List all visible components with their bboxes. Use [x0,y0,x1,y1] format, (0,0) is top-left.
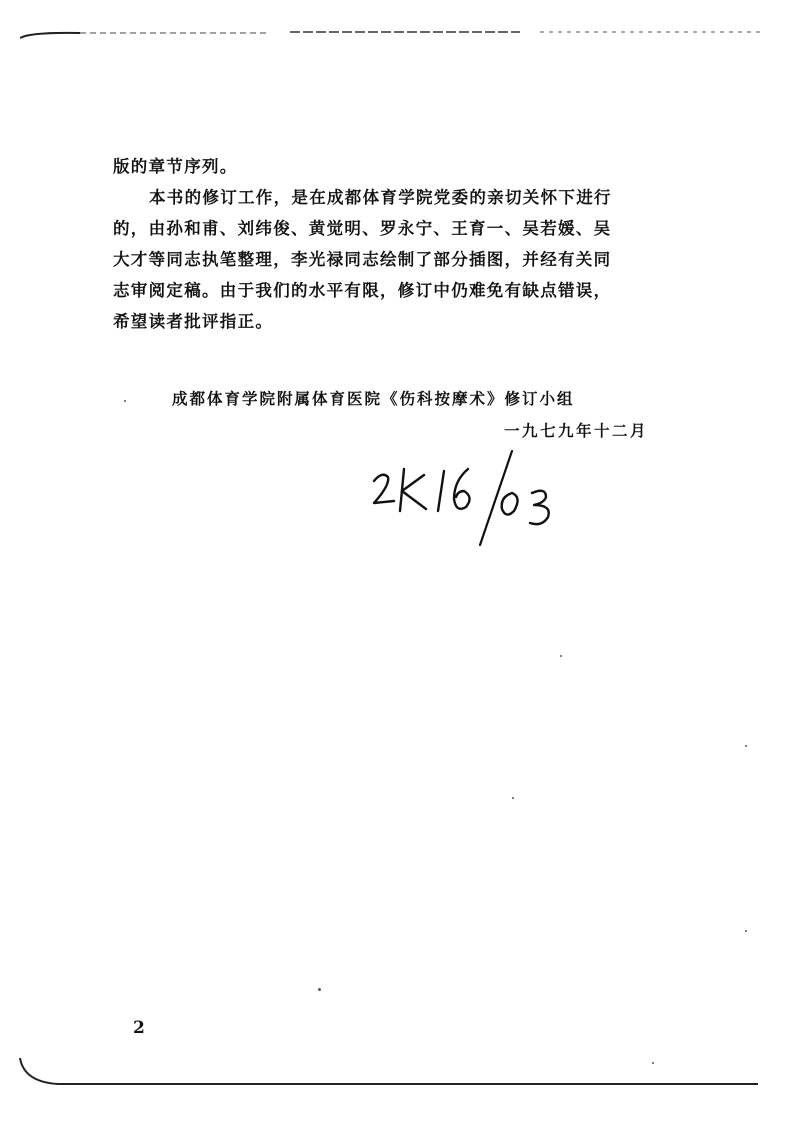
publication-date: 一九七九年十二月 [504,421,649,440]
scan-speck [745,745,747,747]
handwritten-note [362,447,582,547]
text-line: 的，由孙和甫、刘纬俊、黄觉明、罗永宁、王育一、吴若媛、吴 [113,219,612,238]
scan-speck [512,797,514,799]
text-line: 版的章节序列。 [113,157,238,176]
scan-speck [560,655,562,657]
scan-speck [318,988,321,991]
scan-bottom-edge [18,1056,758,1096]
text-line: 希望读者批评指正。 [113,312,274,331]
text-line: 大才等同志执笔整理，李光禄同志绘制了部分插图，并经有关同 [113,250,612,269]
text-line: 本书的修订工作，是在成都体育学院党委的亲切关怀下进行 [149,188,612,207]
author-signature: 成都体育学院附属体育医院《伤科按摩术》修订小组 [172,389,575,408]
text-line: 志审阅定稿。由于我们的水平有限，修订中仍难免有缺点错误， [113,281,612,300]
scan-speck [745,930,747,932]
scan-speck [124,400,126,402]
main-paragraph [113,151,673,337]
scan-top-edge [20,28,760,40]
page-number: 2 [133,1018,145,1038]
scan-speck [652,1062,654,1064]
